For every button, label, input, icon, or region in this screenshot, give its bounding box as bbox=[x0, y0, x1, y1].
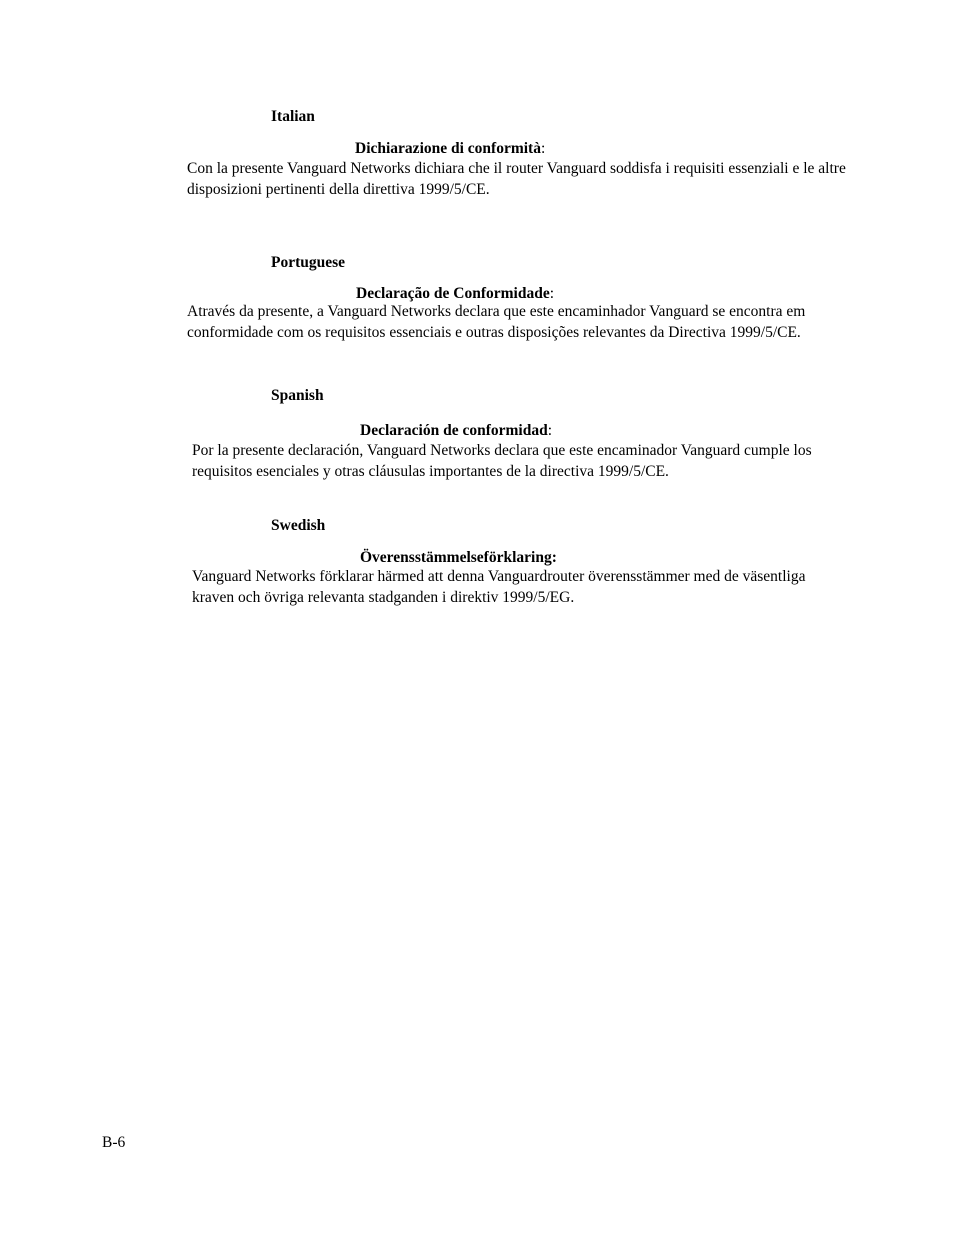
section-heading-swedish bbox=[360, 548, 557, 569]
section-body-swedish: Vanguard Networks förklarar härmed att denna Vanguardrouter överensstämmer med de väsentliga kraven och övriga relevanta stadganden i direktiv 1999/5/EG. bbox=[192, 568, 806, 606]
section-language-swedish: Swedish bbox=[271, 517, 326, 534]
section-heading-suffix: : bbox=[549, 285, 555, 302]
section-heading-suffix: : bbox=[547, 422, 553, 439]
section-language-spanish: Spanish bbox=[271, 387, 324, 404]
section-language-portuguese: Portuguese bbox=[271, 254, 346, 271]
section-heading-italian bbox=[355, 139, 545, 160]
section-language-italian: Italian bbox=[271, 108, 315, 125]
section-body-spanish: Por la presente declaración, Vanguard Networks declara que este encaminador Vanguard cumple los requisitos esenciales y otras cláusulas importantes de la directiva 1999/5/CE. bbox=[192, 442, 812, 480]
section-heading-spanish bbox=[360, 421, 552, 442]
section-heading-text: Dichiarazione di conformità bbox=[355, 140, 541, 157]
section-body-italian: Con la presente Vanguard Networks dichiara che il router Vanguard soddisfa i requisiti essenziali e le altre disposizioni pertinenti della direttiva 1999/5/CE. bbox=[187, 160, 846, 198]
section-heading-text: Överensstämmelseförklaring: bbox=[360, 549, 557, 566]
section-heading-suffix: : bbox=[540, 140, 546, 157]
page-number: B-6 bbox=[102, 1134, 126, 1151]
section-body-portuguese: Através da presente, a Vanguard Networks declara que este encaminhador Vanguard se encontra em conformidade com os requisitos essenciais e outras disposições relevantes da Directiva 1999/5/CE. bbox=[187, 303, 806, 341]
section-heading-text: Declaração de Conformidade bbox=[356, 285, 550, 302]
section-heading-text: Declaración de conformidad bbox=[360, 422, 548, 439]
